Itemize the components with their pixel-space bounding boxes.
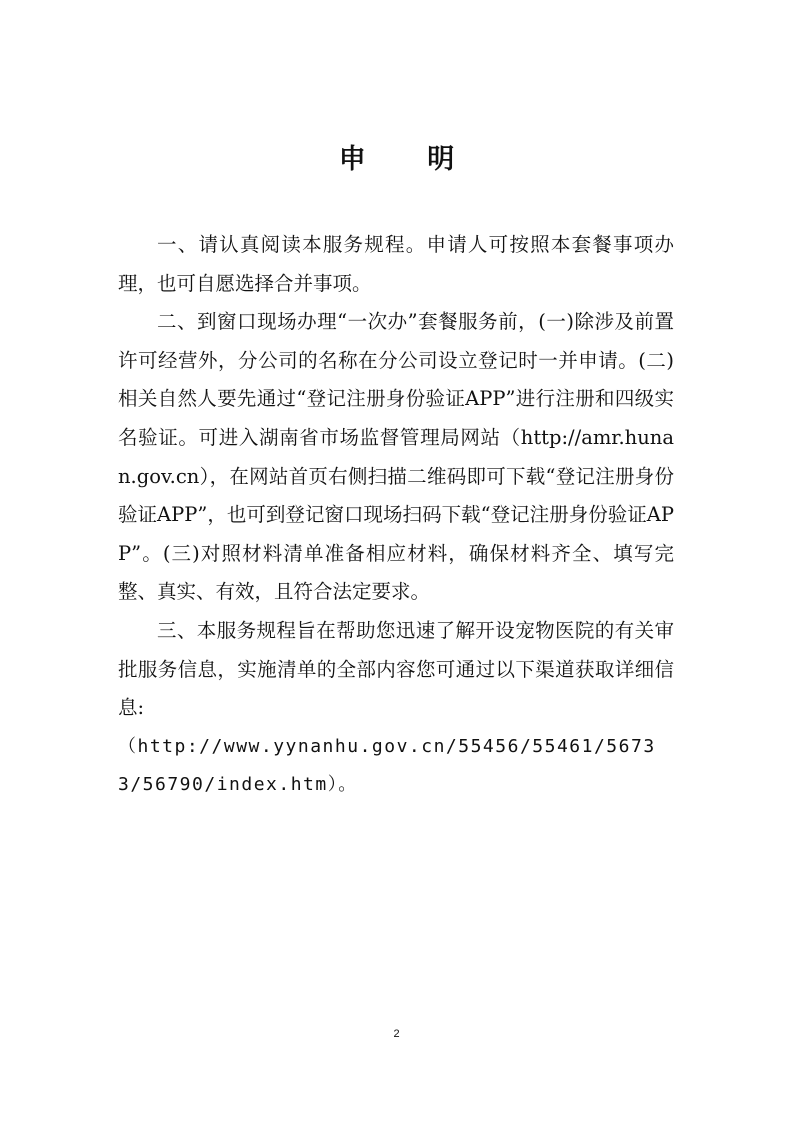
declaration-body — [118, 226, 674, 805]
page-title: 申 明 — [338, 144, 481, 175]
paragraph-2: 二、到窗口现场办理“一次办”套餐服务前，(一)除涉及前置许可经营外，分公司的名称在分公司设立登记时一并申请。(二)相关自然人要先通过“登记注册身份验证APP”进行注册和四级实名验证。可进入湖南省市场监督管理局网站（http://amr.hunan.gov.cn），在网站首页右侧扫描二维码即可下载“登记注册身份验证APP”，也可到登记窗口现场扫码下载“登记注册身份验证APP”。(三)对照材料清单准备相应材料，确保材料齐全、填写完整、真实、有效，且符合法定要求。 — [118, 310, 674, 604]
paragraph-3: 三、本服务规程旨在帮助您迅速了解开设宠物医院的有关审批服务信息，实施清单的全部内容您可通过以下渠道获取详细信息: — [118, 618, 674, 720]
page-number: 2 — [393, 1028, 400, 1040]
info-url: （http://www.yynanhu.gov.cn/55456/55461/56733/56790/index.htm）。 — [118, 735, 656, 796]
paragraph-1: 一、请认真阅读本服务规程。申请人可按照本套餐事项办理，也可自愿选择合并事项。 — [118, 233, 674, 295]
